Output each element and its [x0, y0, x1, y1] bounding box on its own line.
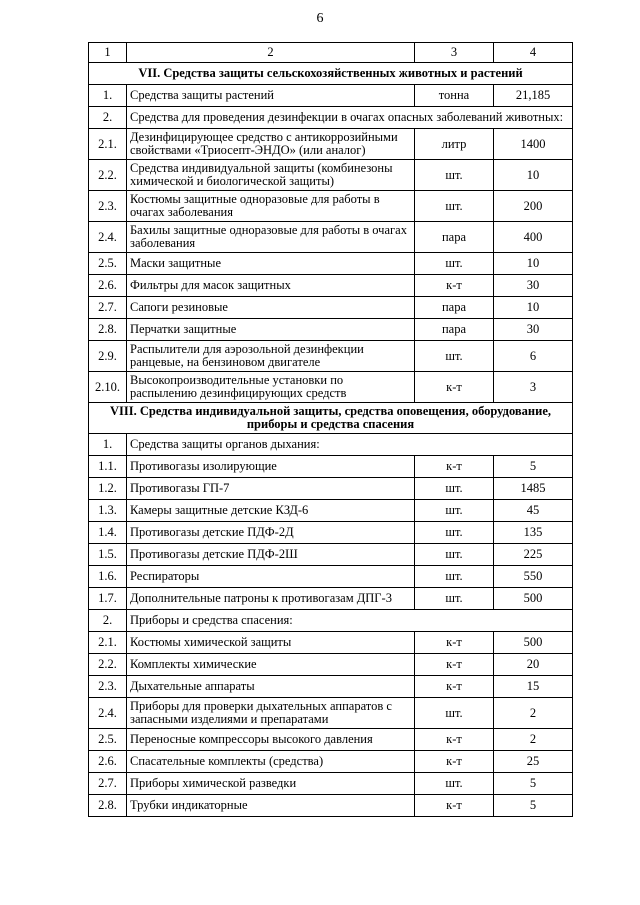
row-number: 2.3. — [89, 191, 127, 222]
item-unit: шт. — [415, 500, 494, 522]
item-name: Противогазы детские ПДФ-2Ш — [127, 544, 415, 566]
row-number: 1.1. — [89, 456, 127, 478]
row-number: 2.2. — [89, 654, 127, 676]
item-unit: тонна — [415, 85, 494, 107]
item-quantity: 21,185 — [494, 85, 573, 107]
item-name: Высокопроизводительные установки по распылению дезинфицирующих средств — [127, 372, 415, 403]
item-name: Приборы химической разведки — [127, 773, 415, 795]
row-number: 2. — [89, 610, 127, 632]
item-quantity: 15 — [494, 676, 573, 698]
item-name: Перчатки защитные — [127, 319, 415, 341]
row-number: 1.3. — [89, 500, 127, 522]
item-unit: пара — [415, 222, 494, 253]
table-row — [89, 275, 573, 297]
item-quantity: 25 — [494, 751, 573, 773]
item-name: Распылители для аэрозольной дезинфекции ранцевые, на бензиновом двигателе — [127, 341, 415, 372]
item-quantity: 10 — [494, 253, 573, 275]
item-name: Респираторы — [127, 566, 415, 588]
item-name: Камеры защитные детские КЗД-6 — [127, 500, 415, 522]
table-row — [89, 544, 573, 566]
column-header-quantity: 4 — [494, 43, 573, 63]
table-row — [89, 795, 573, 817]
column-header-name: 2 — [127, 43, 415, 63]
table-row — [89, 522, 573, 544]
row-number: 2.7. — [89, 773, 127, 795]
table-row — [89, 222, 573, 253]
item-unit: шт. — [415, 522, 494, 544]
item-quantity: 6 — [494, 341, 573, 372]
item-quantity: 5 — [494, 456, 573, 478]
item-quantity: 400 — [494, 222, 573, 253]
group-heading: Приборы и средства спасения: — [127, 610, 573, 632]
row-number: 2.6. — [89, 275, 127, 297]
item-quantity: 550 — [494, 566, 573, 588]
item-name: Спасательные комплекты (средства) — [127, 751, 415, 773]
item-quantity: 10 — [494, 297, 573, 319]
item-unit: шт. — [415, 478, 494, 500]
table-row — [89, 253, 573, 275]
row-number: 1.7. — [89, 588, 127, 610]
item-quantity: 10 — [494, 160, 573, 191]
item-name: Комплекты химические — [127, 654, 415, 676]
item-name: Противогазы ГП-7 — [127, 478, 415, 500]
group-heading: Средства защиты органов дыхания: — [127, 434, 573, 456]
item-name: Переносные компрессоры высокого давления — [127, 729, 415, 751]
item-name: Бахилы защитные одноразовые для работы в очагах заболевания — [127, 222, 415, 253]
item-name: Средства индивидуальной защиты (комбинезоны химической и биологической защиты) — [127, 160, 415, 191]
table-row — [89, 654, 573, 676]
table-row — [89, 632, 573, 654]
column-header-unit: 3 — [415, 43, 494, 63]
group-heading: Средства для проведения дезинфекции в очагах опасных заболеваний животных: — [127, 107, 573, 129]
item-unit: к-т — [415, 654, 494, 676]
item-quantity: 3 — [494, 372, 573, 403]
item-quantity: 30 — [494, 275, 573, 297]
item-name: Дополнительные патроны к противогазам ДПГ-3 — [127, 588, 415, 610]
row-number: 2.8. — [89, 795, 127, 817]
table-row — [89, 372, 573, 403]
table-row — [89, 456, 573, 478]
item-name: Приборы для проверки дыхательных аппаратов с запасными изделиями и препаратами — [127, 698, 415, 729]
row-number: 1. — [89, 85, 127, 107]
item-quantity: 200 — [494, 191, 573, 222]
item-name: Трубки индикаторные — [127, 795, 415, 817]
row-number: 2.7. — [89, 297, 127, 319]
section-heading: VIII. Средства индивидуальной защиты, средства оповещения, оборудование, приборы и средства спасения — [89, 403, 573, 434]
row-number: 2. — [89, 107, 127, 129]
item-unit: шт. — [415, 566, 494, 588]
item-name: Средства защиты растений — [127, 85, 415, 107]
table-row — [89, 160, 573, 191]
table-row — [89, 85, 573, 107]
item-quantity: 500 — [494, 588, 573, 610]
table-row — [89, 588, 573, 610]
table-row — [89, 319, 573, 341]
item-quantity: 2 — [494, 698, 573, 729]
item-unit: шт. — [415, 773, 494, 795]
item-quantity: 500 — [494, 632, 573, 654]
item-unit: к-т — [415, 372, 494, 403]
table-row — [89, 129, 573, 160]
group-heading-row — [89, 107, 573, 129]
item-unit: к-т — [415, 275, 494, 297]
item-quantity: 5 — [494, 773, 573, 795]
row-number: 2.10. — [89, 372, 127, 403]
item-name: Противогазы изолирующие — [127, 456, 415, 478]
item-unit: шт. — [415, 544, 494, 566]
item-unit: шт. — [415, 253, 494, 275]
table-row — [89, 729, 573, 751]
table-row — [89, 500, 573, 522]
table-row — [89, 341, 573, 372]
item-unit: пара — [415, 319, 494, 341]
table-body — [89, 43, 573, 817]
group-heading-row — [89, 610, 573, 632]
item-name: Сапоги резиновые — [127, 297, 415, 319]
item-unit: шт. — [415, 698, 494, 729]
table-row — [89, 191, 573, 222]
page-number: 6 — [316, 11, 324, 26]
table-row — [89, 478, 573, 500]
table-row — [89, 676, 573, 698]
item-unit: шт. — [415, 588, 494, 610]
section-heading: VII. Средства защиты сельскохозяйственных животных и растений — [89, 63, 573, 85]
item-unit: к-т — [415, 632, 494, 654]
item-name: Маски защитные — [127, 253, 415, 275]
column-header-number: 1 — [89, 43, 127, 63]
row-number: 1.4. — [89, 522, 127, 544]
item-quantity: 1485 — [494, 478, 573, 500]
row-number: 2.8. — [89, 319, 127, 341]
item-unit: к-т — [415, 795, 494, 817]
table-row — [89, 566, 573, 588]
row-number: 2.5. — [89, 729, 127, 751]
item-quantity: 225 — [494, 544, 573, 566]
table-row — [89, 698, 573, 729]
row-number: 2.1. — [89, 129, 127, 160]
item-unit: к-т — [415, 751, 494, 773]
item-quantity: 1400 — [494, 129, 573, 160]
item-name: Дезинфицирующее средство с антикоррозийными свойствами «Триосепт-ЭНДО» (или аналог) — [127, 129, 415, 160]
item-unit: к-т — [415, 729, 494, 751]
row-number: 2.4. — [89, 222, 127, 253]
row-number: 1. — [89, 434, 127, 456]
item-name: Противогазы детские ПДФ-2Д — [127, 522, 415, 544]
item-unit: к-т — [415, 456, 494, 478]
item-unit: к-т — [415, 676, 494, 698]
item-name: Фильтры для масок защитных — [127, 275, 415, 297]
row-number: 2.6. — [89, 751, 127, 773]
item-quantity: 135 — [494, 522, 573, 544]
table-row — [89, 297, 573, 319]
row-number: 2.3. — [89, 676, 127, 698]
item-name: Костюмы защитные одноразовые для работы в очагах заболевания — [127, 191, 415, 222]
item-unit: шт. — [415, 160, 494, 191]
item-name: Костюмы химической защиты — [127, 632, 415, 654]
row-number: 1.5. — [89, 544, 127, 566]
group-heading-row — [89, 434, 573, 456]
row-number: 1.6. — [89, 566, 127, 588]
item-unit: шт. — [415, 341, 494, 372]
header-row — [89, 43, 573, 63]
table-row — [89, 773, 573, 795]
section-heading-row — [89, 403, 573, 434]
row-number: 1.2. — [89, 478, 127, 500]
table-row — [89, 751, 573, 773]
item-name: Дыхательные аппараты — [127, 676, 415, 698]
item-quantity: 45 — [494, 500, 573, 522]
section-heading-row — [89, 63, 573, 85]
item-unit: литр — [415, 129, 494, 160]
row-number: 2.4. — [89, 698, 127, 729]
equipment-table — [88, 42, 573, 817]
row-number: 2.2. — [89, 160, 127, 191]
row-number: 2.5. — [89, 253, 127, 275]
row-number: 2.1. — [89, 632, 127, 654]
item-quantity: 20 — [494, 654, 573, 676]
item-unit: пара — [415, 297, 494, 319]
item-quantity: 30 — [494, 319, 573, 341]
item-quantity: 2 — [494, 729, 573, 751]
row-number: 2.9. — [89, 341, 127, 372]
item-unit: шт. — [415, 191, 494, 222]
item-quantity: 5 — [494, 795, 573, 817]
